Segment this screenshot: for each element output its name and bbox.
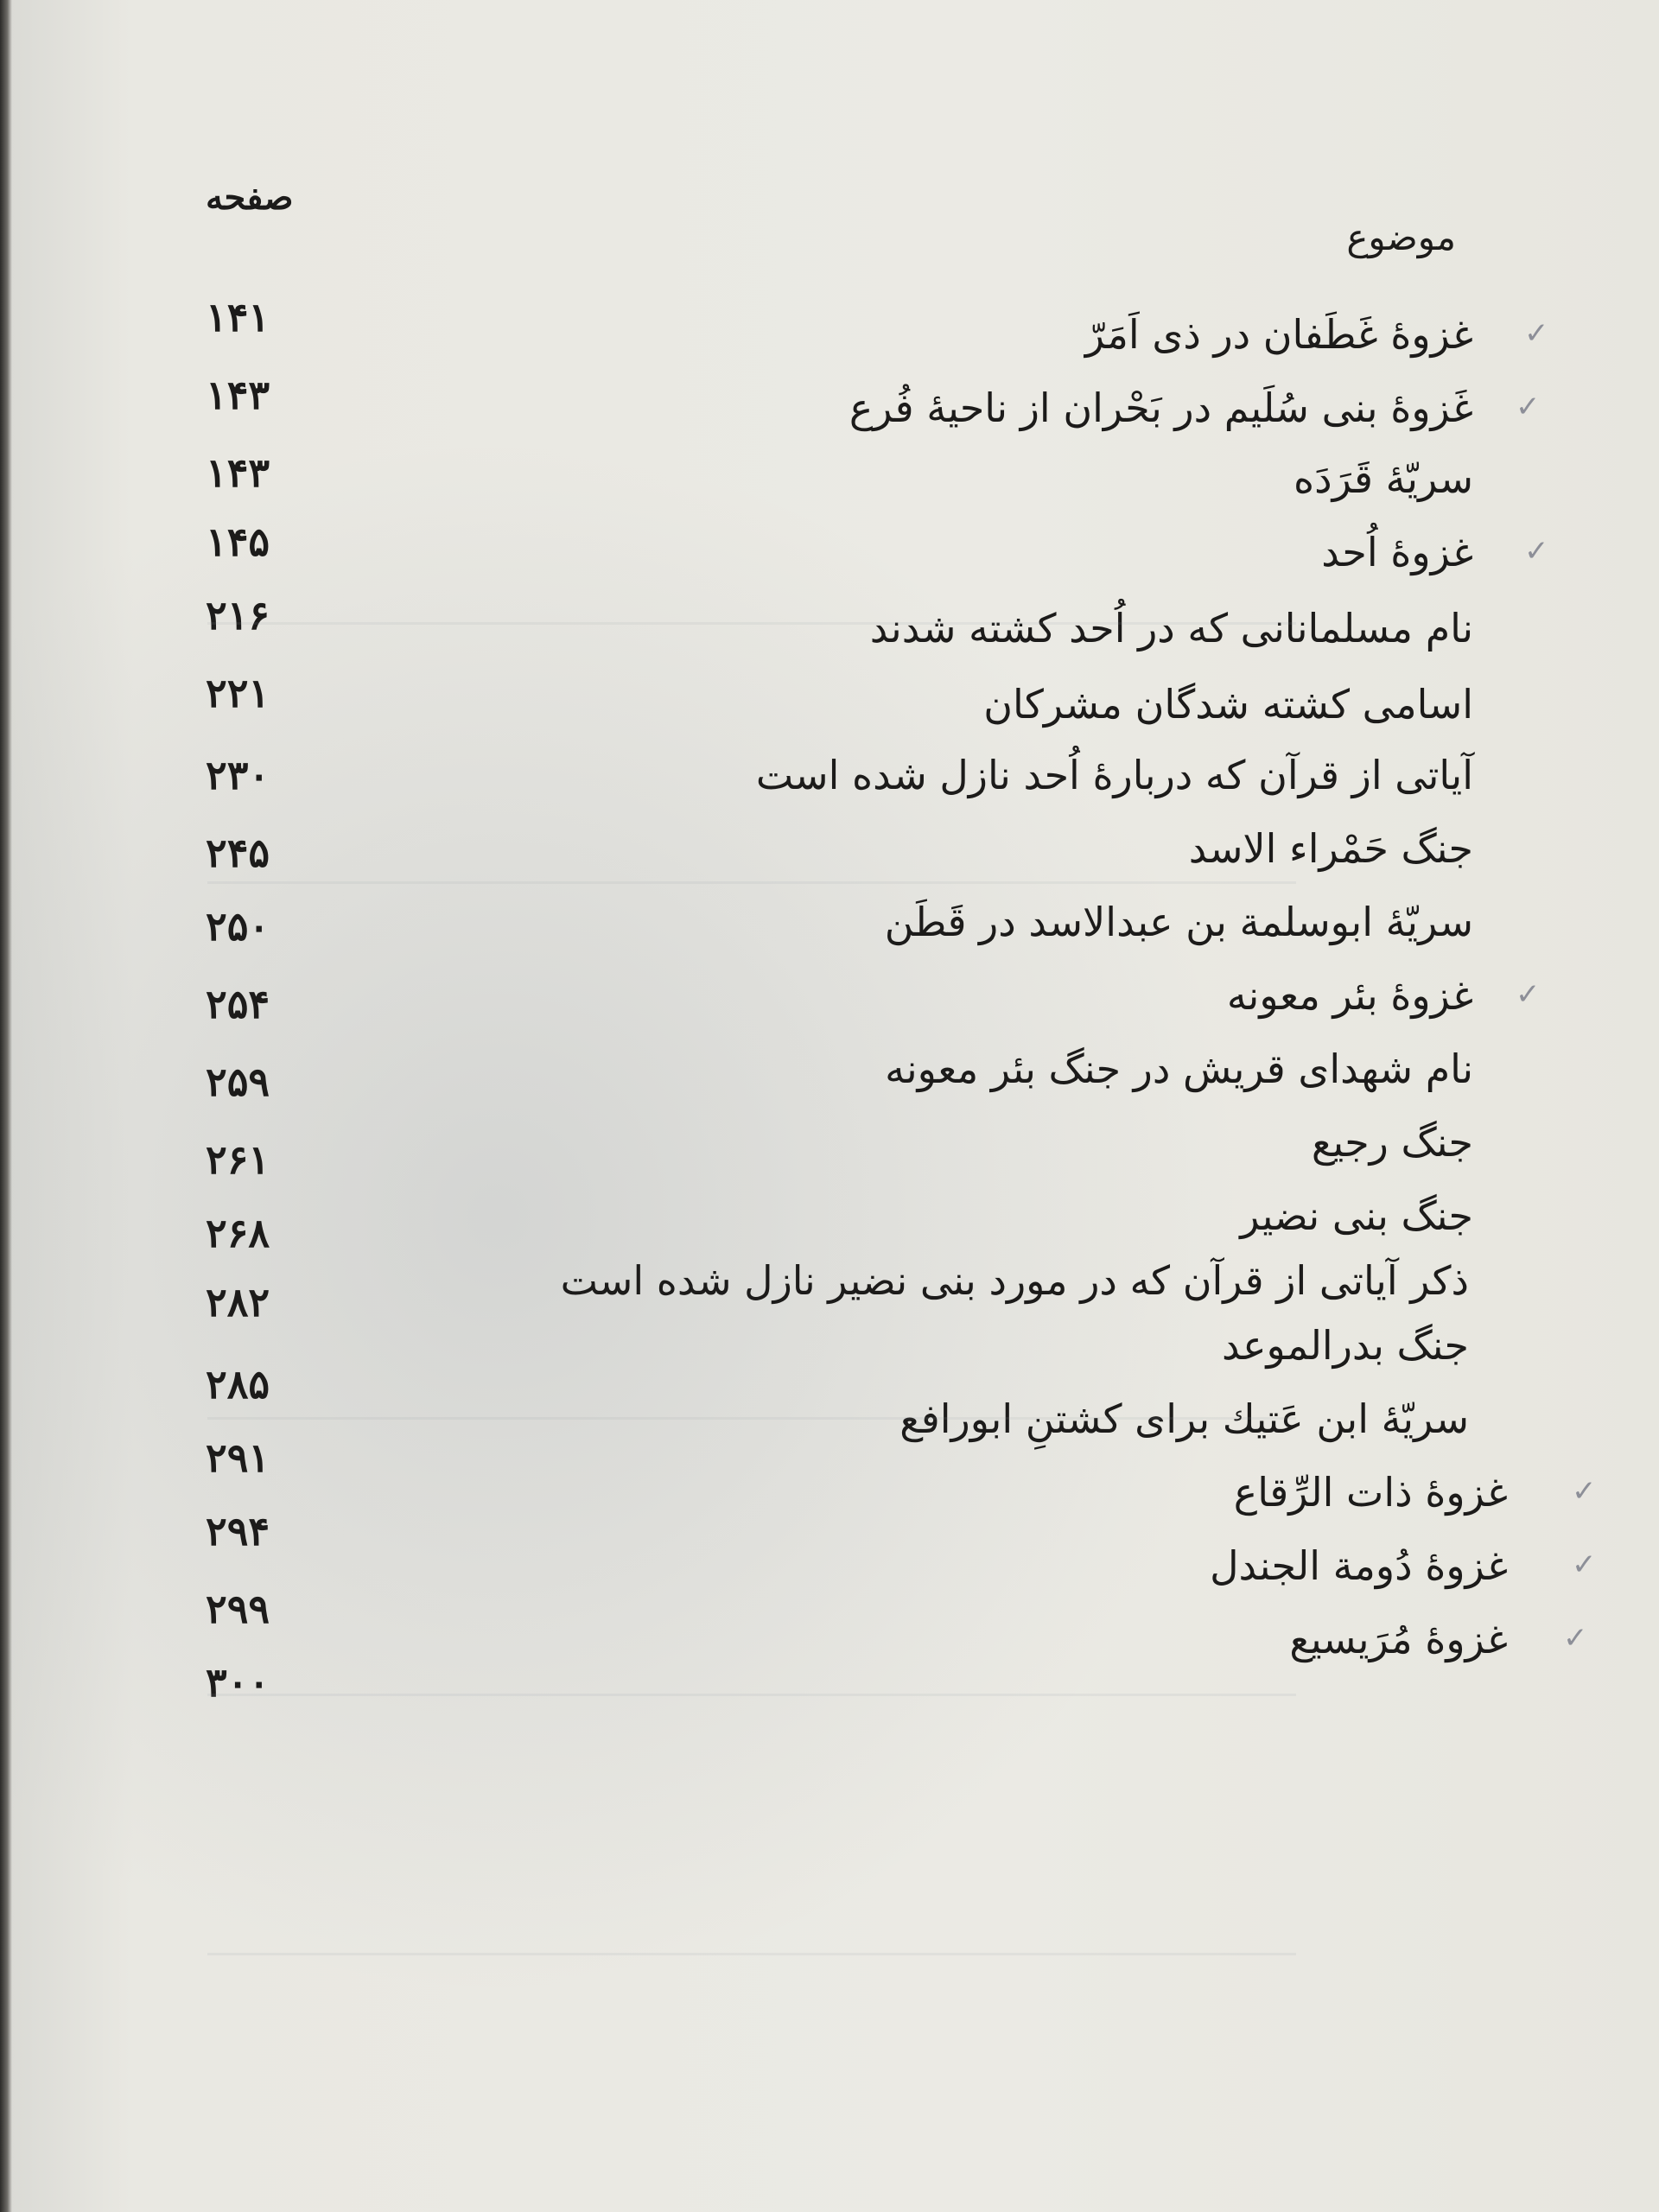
bleed-through-line <box>207 1953 1296 1955</box>
pencil-checkmark-icon: ✓ <box>1524 316 1549 351</box>
toc-entry-page-number: ۲۳۰ <box>206 752 270 798</box>
toc-entry-title: غزوهٔ اُحد <box>1321 529 1473 575</box>
toc-entry-page-number: ۲۵۰ <box>206 903 270 950</box>
toc-entry-page-number: ۲۴۵ <box>206 830 270 876</box>
toc-entry-page-number: ۱۴۳ <box>206 372 270 418</box>
pencil-checkmark-icon: ✓ <box>1563 1621 1588 1656</box>
toc-entry-title: اسامی کشته شدگان مشرکان <box>983 681 1473 728</box>
bleed-through-line <box>207 1694 1296 1696</box>
toc-entry-page-number: ۱۴۱ <box>206 294 270 340</box>
toc-entry-page-number: ۲۸۲ <box>206 1279 270 1325</box>
toc-entry-page-number: ۳۰۰ <box>206 1659 270 1706</box>
toc-entry-page-number: ۱۴۵ <box>206 518 270 565</box>
toc-entry-page-number: ۲۲۱ <box>206 670 270 716</box>
toc-entry-title: آیاتی از قرآن که دربارهٔ اُحد نازل شده است <box>755 752 1473 798</box>
toc-entry-page-number: ۲۹۴ <box>206 1508 270 1554</box>
toc-entry-title: غزوهٔ دُومة الجندل <box>1210 1542 1508 1589</box>
toc-entry-title: سریّهٔ ابوسلمة بن عبدالاسد در قَطَن <box>884 899 1473 945</box>
page-column-header: صفحه <box>206 177 294 218</box>
toc-entry-title: جنگ بنی نضیر <box>1240 1192 1473 1239</box>
toc-entry-page-number: ۲۵۴ <box>206 981 270 1027</box>
pencil-checkmark-icon: ✓ <box>1524 534 1549 569</box>
toc-entry-title: ذکر آیاتی از قرآن که در مورد بنی نضیر نازل شده است <box>560 1257 1469 1304</box>
toc-entry-page-number: ۱۴۳ <box>206 449 270 496</box>
toc-entry-title: جنگ رجیع <box>1311 1119 1473 1166</box>
pencil-checkmark-icon: ✓ <box>1516 977 1541 1012</box>
topic-column-header: موضوع <box>1346 216 1456 258</box>
bleed-through-line <box>207 881 1296 884</box>
toc-entry-title: نام مسلمانانی که در اُحد کشته شدند <box>869 605 1473 652</box>
toc-entry-page-number: ۲۸۵ <box>206 1361 270 1408</box>
bleed-through-line <box>207 1417 1296 1420</box>
toc-entry-title: جنگ بدرالموعد <box>1221 1322 1469 1369</box>
page-edge-shadow <box>0 0 12 2212</box>
toc-entry-page-number: ۲۶۱ <box>206 1136 270 1183</box>
pencil-checkmark-icon: ✓ <box>1516 390 1541 424</box>
toc-entry-page-number: ۲۵۹ <box>206 1058 270 1105</box>
pencil-checkmark-icon: ✓ <box>1572 1474 1597 1509</box>
toc-entry-page-number: ۲۱۶ <box>206 592 270 639</box>
toc-entry-title: غزوهٔ ذات الرِّقاع <box>1233 1469 1508 1516</box>
toc-entry-title: نام شهدای قریش در جنگ بئر معونه <box>885 1046 1473 1092</box>
toc-entry-title: جنگ حَمْراء الاسد <box>1188 825 1473 872</box>
toc-entry-page-number: ۲۹۱ <box>206 1434 270 1481</box>
toc-entry-page-number: ۲۶۸ <box>206 1210 270 1256</box>
bleed-through-line <box>207 622 1296 625</box>
toc-entry-page-number: ۲۹۹ <box>206 1586 270 1632</box>
toc-entry-title: غزوهٔ غَطَفان در ذی اَمَرّ <box>1084 311 1473 358</box>
toc-entry-title: سریّهٔ ابن عَتیك برای کشتنِ ابورافع <box>899 1395 1469 1442</box>
toc-entry-title: غَزوهٔ بنی سُلَیم در بَحْران از ناحیهٔ فُرع <box>849 385 1473 431</box>
pencil-checkmark-icon: ✓ <box>1572 1548 1597 1582</box>
toc-entry-title: سریّهٔ قَرَدَه <box>1294 455 1473 502</box>
toc-entry-title: غزوهٔ مُرَیسیع <box>1289 1616 1508 1662</box>
toc-entry-title: غزوهٔ بئر معونه <box>1226 972 1473 1019</box>
